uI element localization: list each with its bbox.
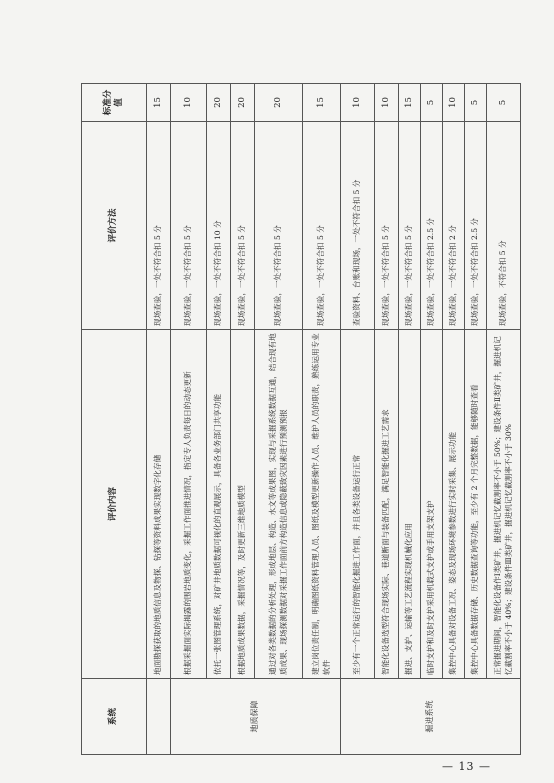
- method-cell: 现场查验，不符合扣 5 分: [487, 122, 521, 330]
- table-row: [465, 84, 487, 755]
- content-cell: 根据地质成果数据，采掘情况等，及时更新三维地质模型: [231, 330, 255, 679]
- table-row: [443, 84, 465, 755]
- content-cell: 通过对各类数据的分析处理，形成地层、构造、水文等成果图，实现与采掘系统数据互通，结合现有地质成果、现场探测数据对采掘工作面前方构造信息或隐蔽致灾因素进行预测预报: [255, 330, 303, 679]
- table-row: [487, 84, 521, 755]
- score-cell: 15: [303, 84, 341, 122]
- method-cell: 现场查验，一处不符合扣 5 分: [399, 122, 421, 330]
- header-content: 评价内容: [82, 330, 147, 679]
- content-cell: 集控中心具备对设备工况、姿态及现场环境参数进行实时采集、展示功能: [443, 330, 465, 679]
- method-cell: 现场查验，一处不符合扣 2 分: [443, 122, 465, 330]
- score-cell: 5: [421, 84, 443, 122]
- table-row: [375, 84, 399, 755]
- method-cell: 现场查验，一处不符合扣 10 分: [207, 122, 231, 330]
- method-cell: 现场查验，一处不符合扣 5 分: [303, 122, 341, 330]
- header-system: 系统: [82, 679, 147, 755]
- table-row: [421, 84, 443, 755]
- system-cell: 地质保障: [171, 679, 341, 755]
- score-cell: 10: [171, 84, 207, 122]
- score-cell: 10: [341, 84, 375, 122]
- table-row: [171, 84, 207, 755]
- method-cell: 查验资料、台账和现场，一处不符合扣 5 分: [341, 122, 375, 330]
- table-row: [341, 84, 375, 755]
- table-row: [255, 84, 303, 755]
- score-cell: 15: [399, 84, 421, 122]
- method-cell: 现场查验，一处不符合扣 5 分: [375, 122, 399, 330]
- content-cell: 至少有一个正常运行的智能化掘进工作面，并且各类设备运行正常: [341, 330, 375, 679]
- content-cell: 智能化设备选型符合现场实际、巷道断面与装备匹配，满足智能化掘进工艺需求: [375, 330, 399, 679]
- content-cell: 掘进、支护、运输等工艺流程实现机械化应用: [399, 330, 421, 679]
- method-cell: 现场查验，一处不符合扣 5 分: [231, 122, 255, 330]
- table-row: [207, 84, 231, 755]
- score-cell: 5: [487, 84, 521, 122]
- system-cell: 掘进系统: [341, 679, 521, 755]
- evaluation-table: [81, 83, 521, 755]
- content-cell: 建立岗位责任制，明确图纸资料管理人员、图纸及模型更新操作人员、维护人员的职责，熟练运用专业软件: [303, 330, 341, 679]
- score-cell: 20: [255, 84, 303, 122]
- system-cell: [147, 679, 171, 755]
- table-row: [399, 84, 421, 755]
- content-cell: 正常掘进期间，智能化设备作Ⅰ类矿井，掘进机记忆截割率不小于 50%；建设条件Ⅱ类矿井，掘进机记忆截割率不小于 40%；建设条件Ⅲ类矿井，掘进机记忆截割率不小于 30%: [487, 330, 521, 679]
- table-row: [231, 84, 255, 755]
- method-cell: 现场查验，一处不符合扣 2.5 分: [465, 122, 487, 330]
- content-cell: 依托一张图管理系统，对矿井地质数据可视化的直观展示，具备各业务部门共享功能: [207, 330, 231, 679]
- table-row: [147, 84, 171, 755]
- method-cell: 现场查验，一处不符合扣 5 分: [171, 122, 207, 330]
- content-cell: 根据采掘面实际揭露的围岩地质变化，采掘工作面推进情况，指定专人负责每日的动态更新: [171, 330, 207, 679]
- rotated-table-container: [81, 84, 513, 755]
- table-header-row: [82, 84, 147, 755]
- method-cell: 现场查验，一处不符合扣 5 分: [147, 122, 171, 330]
- header-method: 评价方法: [82, 122, 147, 330]
- score-cell: 5: [465, 84, 487, 122]
- method-cell: 现场查验，一处不符合扣 5 分: [255, 122, 303, 330]
- content-cell: 集控中心具备数据存储、历史数据查询等功能，至少有 2 个月完整数据，能够随时查看: [465, 330, 487, 679]
- method-cell: 现场查验，一处不符合扣 2.5 分: [421, 122, 443, 330]
- header-score: 标准分值: [82, 84, 147, 122]
- score-cell: 10: [375, 84, 399, 122]
- score-cell: 20: [231, 84, 255, 122]
- page-number: — 13 —: [442, 760, 491, 773]
- score-cell: 10: [443, 84, 465, 122]
- content-cell: 临时支护和及时支护采用机载式支护或手用支架支护: [421, 330, 443, 679]
- score-cell: 15: [147, 84, 171, 122]
- table-row: [303, 84, 341, 755]
- score-cell: 20: [207, 84, 231, 122]
- content-cell: 地面勘探获取的地质信息及物探、钻探等资料成果实现数字化存储: [147, 330, 171, 679]
